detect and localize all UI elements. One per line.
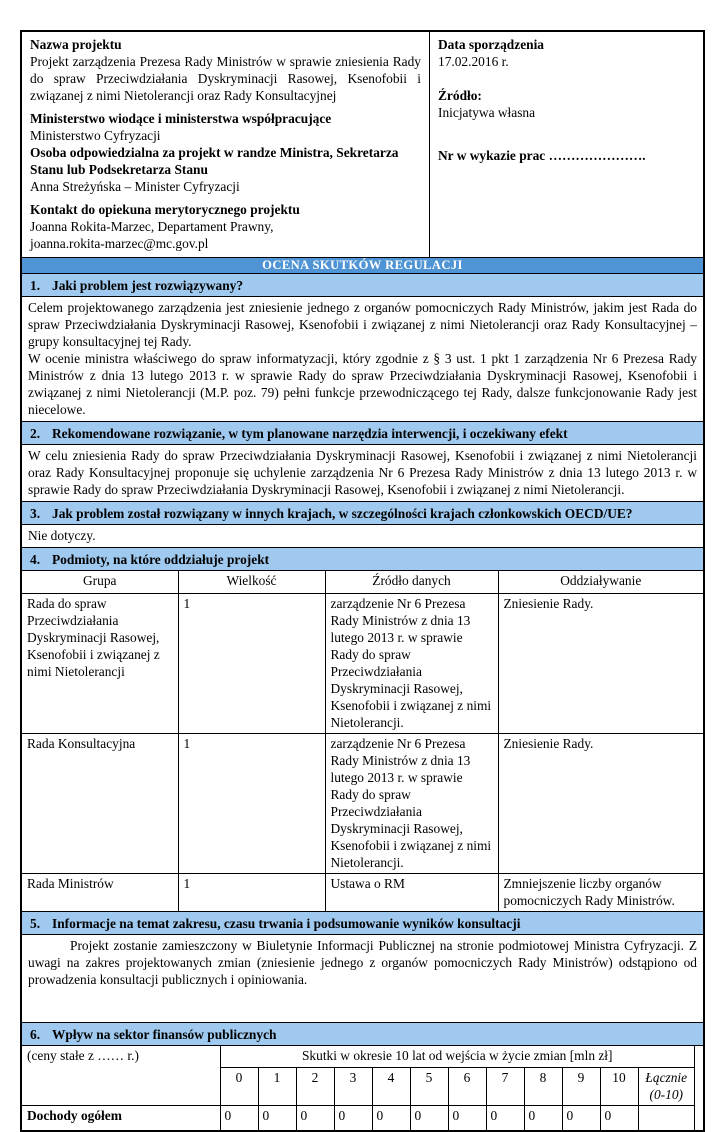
osr-banner-title: OCENA SKUTKÓW REGULACJI	[22, 258, 703, 274]
section-4-table-wrap	[22, 571, 703, 912]
column-header-wielkosc: Wielkość	[178, 571, 325, 593]
source-value: Inicjatywa własna	[438, 105, 536, 120]
date-value: 17.02.2016 r.	[438, 54, 509, 69]
osr-form	[20, 30, 705, 1132]
section-2-paragraph: W celu zniesienia Rady do spraw Przeciwdziałania Dyskryminacji Rasowej, Ksenofobii i związanej z nimi Nietolerancji oraz Rady Konsultacyjnej proponuje się uchylenie zarządzenia Nr 6 Prezesa Rady Ministrów z dnia 13 lutego 2013 r. w sprawie Rady do spraw Przeciwdziałania Dyskryminacji Rasowej, Ksenofobii i związanej z nimi Nietolerancji.	[28, 448, 697, 497]
revenue-value: 0	[562, 1106, 600, 1130]
cell-grupa: Rada do spraw Przeciwdziałania Dyskryminacji Rasowej, Ksenofobii i związanej z nimi Nietolerancji	[22, 593, 178, 733]
section-4-number: 4.	[30, 552, 41, 567]
year-header: 3	[334, 1068, 372, 1106]
revenue-value: 0	[600, 1106, 638, 1130]
section-3-paragraph: Nie dotyczy.	[28, 528, 96, 543]
cell-wielkosc: 1	[178, 593, 325, 733]
project-name-label: Nazwa projektu	[30, 37, 122, 52]
revenue-total-value	[638, 1106, 695, 1130]
table-row	[22, 593, 703, 733]
year-header: 1	[258, 1068, 296, 1106]
section-1-title: Jaki problem jest rozwiązywany?	[52, 278, 244, 293]
row-label-dochody-ogolem: Dochody ogółem	[22, 1106, 220, 1130]
year-header: 7	[486, 1068, 524, 1106]
lead-ministry-text: Ministerstwo Cyfryzacji	[30, 128, 161, 143]
section-3-header	[22, 502, 703, 525]
cell-zrodlo: zarządzenie Nr 6 Prezesa Rady Ministrów z dnia 13 lutego 2013 r. w sprawie Rady do spraw Przeciwdziałania Dyskryminacji Rasowej, Ksenofobii i związanej z nimi Nietolerancji.	[325, 733, 498, 873]
section-1-paragraph: W ocenie ministra właściwego do spraw informatyzacji, który zgodnie z § 3 ust. 1 pkt 1 zarządzenia Nr 6 Prezesa Rady Ministrów z dnia 13 lutego 2013 r. w sprawie Rady do spraw Przeciwdziałania Dyskryminacji Rasowej, Ksenofobii i związanej z nimi Nietolerancji (M.P. poz. 79) pełni funkcje przewodniczącego tej Rady, dalsze funkcjonowanie Rady jest niecelowe.	[28, 351, 697, 417]
section-1-body	[22, 297, 703, 422]
section-4-header	[22, 548, 703, 571]
contact-name: Joanna Rokita-Marzec, Departament Prawny,	[30, 219, 274, 234]
section-5-number: 5.	[30, 915, 41, 931]
year-header: 4	[372, 1068, 410, 1106]
section-6-table-wrap	[22, 1046, 703, 1130]
year-header: 10	[600, 1068, 638, 1106]
responsible-person-text: Anna Streżyńska – Minister Cyfryzacji	[30, 179, 240, 194]
revenue-value: 0	[334, 1106, 372, 1130]
cell-wielkosc: 1	[178, 733, 325, 873]
public-finance-table	[22, 1046, 695, 1130]
section-3-number: 3.	[30, 506, 41, 521]
form-header	[22, 32, 703, 258]
revenue-value: 0	[448, 1106, 486, 1130]
revenue-value: 0	[524, 1106, 562, 1130]
section-2-title: Rekomendowane rozwiązanie, w tym planowane narzędzia interwencji, i oczekiwany efekt	[52, 426, 568, 441]
total-revenue-row	[22, 1106, 695, 1130]
table-row	[22, 733, 703, 873]
entities-table-header-row	[22, 571, 703, 593]
effects-period-header: Skutki w okresie 10 lat od wejścia w życie zmian [mln zł]	[220, 1046, 695, 1068]
year-header: 0	[220, 1068, 258, 1106]
project-name-text: Projekt zarządzenia Prezesa Rady Ministrów w sprawie zniesienia Rady do spraw Przeciwdziałania Dyskryminacji Rasowej, Ksenofobii i związanej z nimi Nietolerancji oraz Rady Konsultacyjnej	[30, 54, 421, 103]
cell-oddzialywanie: Zmniejszenie liczby organów pomocniczych Rady Ministrów.	[498, 873, 703, 911]
section-3-title: Jak problem został rozwiązany w innych krajach, w szczególności krajach członkowskich OECD/UE?	[52, 506, 633, 521]
cell-grupa: Rada Ministrów	[22, 873, 178, 911]
revenue-value: 0	[410, 1106, 448, 1130]
date-label: Data sporządzenia	[438, 37, 545, 52]
year-header: 6	[448, 1068, 486, 1106]
contact-email: joanna.rokita-marzec@mc.gov.pl	[30, 236, 209, 251]
section-1-paragraph: Celem projektowanego zarządzenia jest zniesienie jednego z organów pomocniczych Rady Ministrów, jakim jest Rada do spraw Przeciwdziałania Dyskryminacji Rasowej, Ksenofobii i związanej z nimi Nietolerancji oraz Rady Konsultacyjnej – grupy konsultacyjnej tej Rady.	[28, 300, 697, 349]
constant-prices-cell: (ceny stałe z …… r.)	[22, 1046, 220, 1106]
revenue-value: 0	[372, 1106, 410, 1130]
cell-oddzialywanie: Zniesienie Rady.	[498, 593, 703, 733]
year-header: 8	[524, 1068, 562, 1106]
section-6-number: 6.	[30, 1026, 41, 1042]
section-5-body	[22, 935, 703, 1023]
contact-label: Kontakt do opiekuna merytorycznego projektu	[30, 202, 300, 217]
section-2-header	[22, 422, 703, 445]
cell-zrodlo: Ustawa o RM	[325, 873, 498, 911]
cell-grupa: Rada Konsultacyjna	[22, 733, 178, 873]
revenue-value: 0	[220, 1106, 258, 1130]
table-row	[22, 873, 703, 911]
revenue-value: 0	[258, 1106, 296, 1130]
work-register-number: Nr w wykazie prac ………………….	[438, 148, 646, 163]
year-header: 9	[562, 1068, 600, 1106]
section-4-title: Podmioty, na które oddziałuje projekt	[52, 552, 270, 567]
responsible-person-label: Osoba odpowiedzialna za projekt w randze Ministra, Sekretarza Stanu lub Podsekretarza Stanu	[30, 145, 399, 177]
section-6-header	[22, 1023, 703, 1046]
section-1-header	[22, 274, 703, 297]
section-5-title: Informacje na temat zakresu, czasu trwania i podsumowanie wyników konsultacji	[52, 915, 521, 931]
column-header-grupa: Grupa	[22, 571, 178, 593]
section-5-header	[22, 912, 703, 935]
form-header-right	[430, 32, 703, 257]
table-row	[22, 1046, 695, 1068]
source-label: Źródło:	[438, 88, 482, 103]
form-header-left	[22, 32, 430, 257]
cell-oddzialywanie: Zniesienie Rady.	[498, 733, 703, 873]
revenue-value: 0	[486, 1106, 524, 1130]
section-1-number: 1.	[30, 278, 41, 293]
revenue-value: 0	[296, 1106, 334, 1130]
section-2-body	[22, 445, 703, 502]
cell-wielkosc: 1	[178, 873, 325, 911]
section-5-paragraph: Projekt zostanie zamieszczony w Biuletynie Informacji Publicznej na stronie podmiotowej Ministra Cyfryzacji. Z uwagi na zakres projektowanych zmian (zniesienie jednego z organów pomocniczych Rady Ministrów) odstąpiono od prowadzenia konsultacji publicznych i opiniowania.	[28, 937, 697, 987]
entities-table	[22, 571, 703, 911]
cell-zrodlo: zarządzenie Nr 6 Prezesa Rady Ministrów z dnia 13 lutego 2013 r. w sprawie Rady do spraw Przeciwdziałania Dyskryminacji Rasowej, Ksenofobii i związanej z nimi Nietolerancji.	[325, 593, 498, 733]
total-column-header: Łącznie (0-10)	[638, 1068, 695, 1106]
year-header: 5	[410, 1068, 448, 1106]
column-header-zrodlo-danych: Źródło danych	[325, 571, 498, 593]
lead-ministry-label: Ministerstwo wiodące i ministerstwa współpracujące	[30, 111, 332, 126]
column-header-oddzialywanie: Oddziaływanie	[498, 571, 703, 593]
section-3-body	[22, 525, 703, 548]
section-6-title: Wpływ na sektor finansów publicznych	[52, 1026, 277, 1042]
section-2-number: 2.	[30, 426, 41, 441]
year-header: 2	[296, 1068, 334, 1106]
